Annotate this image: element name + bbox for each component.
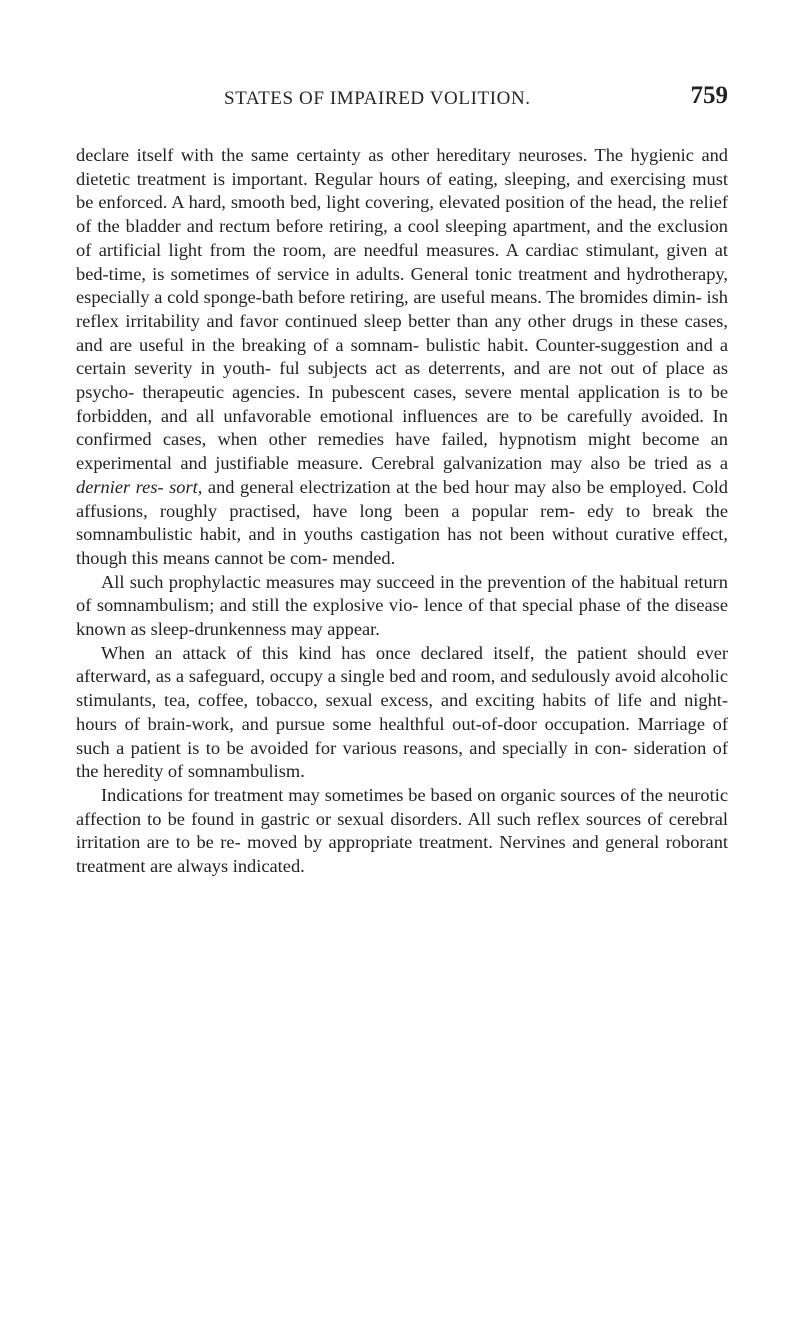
running-head	[76, 84, 728, 118]
body-text	[76, 144, 728, 879]
paragraph-continued	[76, 144, 728, 571]
running-title: STATES OF IMPAIRED VOLITION.	[224, 88, 531, 109]
paragraph: Indications for treatment may sometimes be based on organic sources of the neurotic affection to be found in gastric or sexual disorders. All such reflex sources of cerebral irritation are to be re- moved by appropriate treatment. Nervines and general roborant treatment are always indicated.	[76, 784, 728, 877]
paragraph: When an attack of this kind has once declared itself, the patient should ever afterward, as a safeguard, occupy a single bed and room, and sedulously avoid alcoholic stimulants, tea, coffee, tobacco, sexual excess, and exciting habits of life and night-hours of brain-work, and pursue some healthful out-of-door occupation. Marriage of such a patient is to be avoided for various reasons, and specially in con- sideration of the heredity of somnambulism.	[76, 642, 728, 782]
paragraph-text: and general electrization at the bed hour may also be employed. Cold affusions, roughly practised, have long been a popular rem- edy to break the somnambulistic habit, and in youths castigation has not been without curative effect, though this means cannot be com- mended.	[76, 476, 728, 568]
page-number: 759	[690, 82, 728, 109]
italic-phrase: dernier res- sort,	[76, 476, 203, 497]
paragraph-text: declare itself with the same certainty as other hereditary neuroses. The hygienic and dietetic treatment is important. Regular hours of eating, sleeping, and exercising must be enforced. A hard, smooth bed, light covering, elevated position of the head, the relief of the bladder and rectum before retiring, a cool sleeping apartment, and the exclusion of artificial light from the room, are needful measures. A cardiac stimulant, given at bed-time, is sometimes of service in adults. General tonic treatment and hydrotherapy, especially a cold sponge-bath before retiring, are useful means. The bromides dimin- ish reflex irritability and favor continued sleep better than any other drugs in these cases, and are useful in the breaking of a somnam- bulistic habit. Counter-suggestion and a certain severity in youth- ful subjects act as deterrents, and are not out of place as psycho- therapeutic agencies. In pubescent cases, severe mental application is to be forbidden, and all unfavorable emotional influences are to be carefully avoided. In confirmed cases, when other remedies have failed, hypnotism might become an experimental and justifiable measure. Cerebral galvanization may also be tried as a	[76, 145, 728, 474]
paragraph: All such prophylactic measures may succeed in the prevention of the habitual return of somnambulism; and still the explosive vio- lence of that special phase of the disease known as sleep-drunkenness may appear.	[76, 571, 728, 640]
book-page	[76, 84, 728, 879]
